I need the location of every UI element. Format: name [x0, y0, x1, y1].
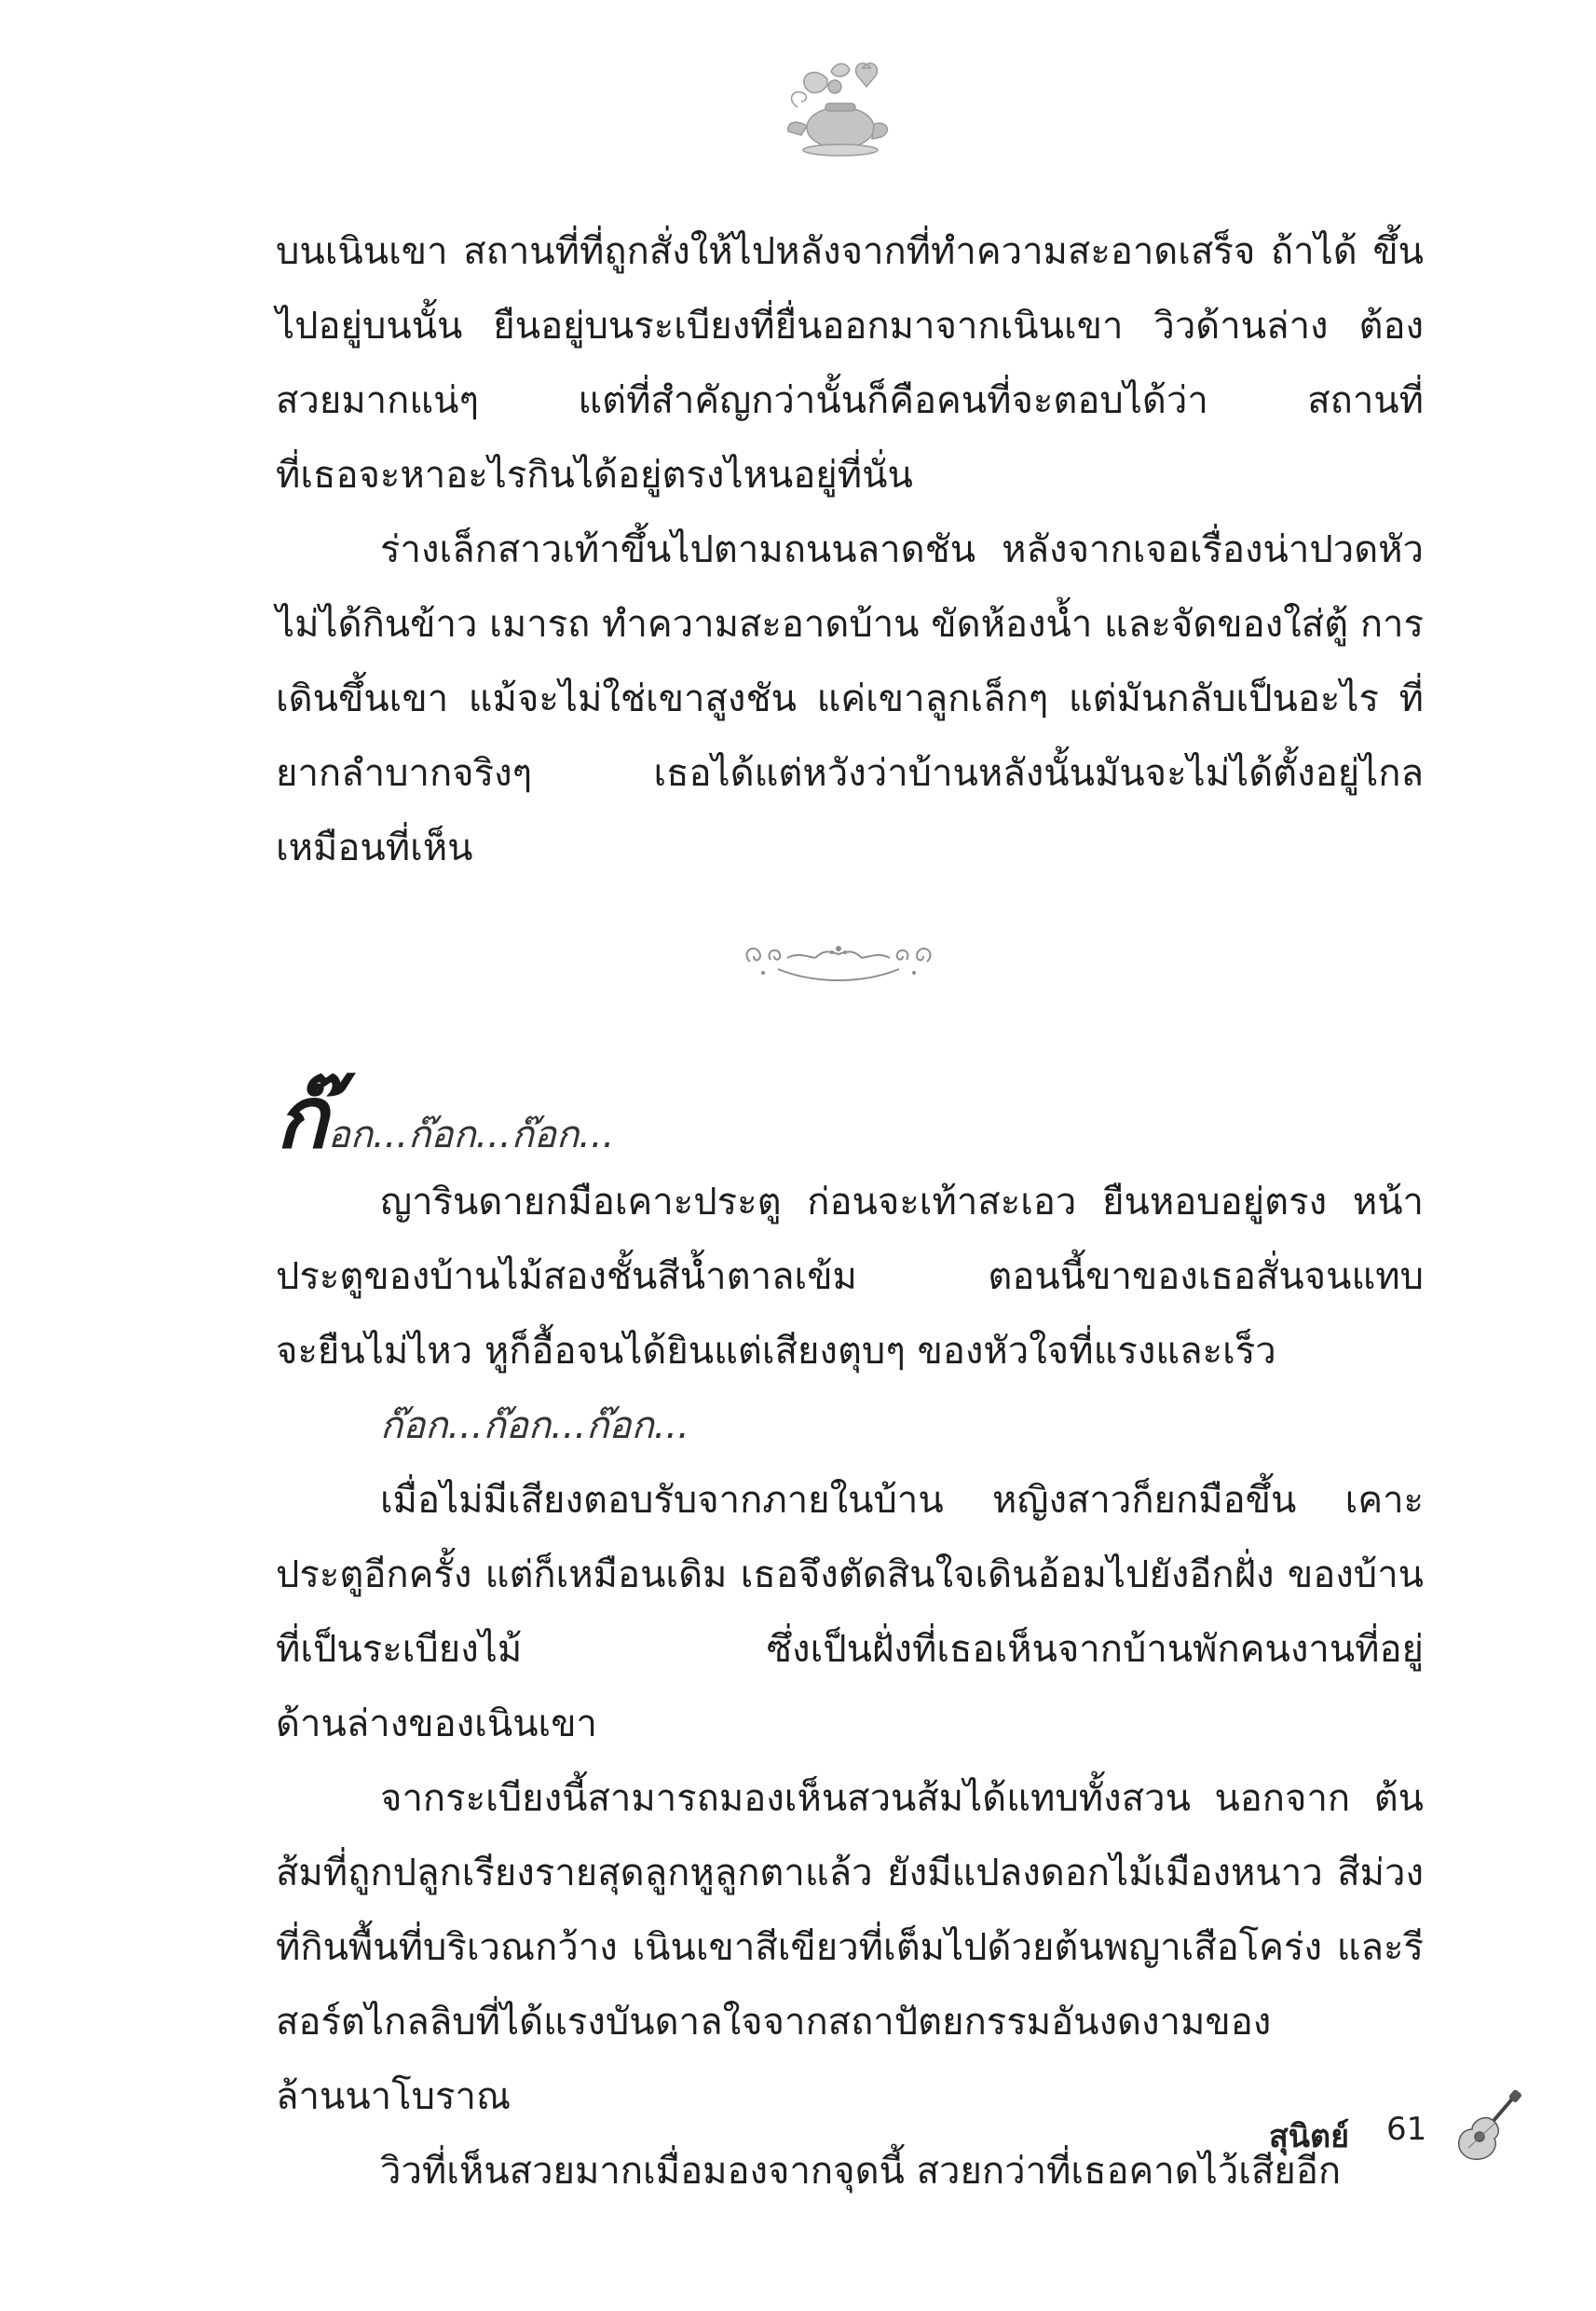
guitar-icon	[1455, 2090, 1522, 2163]
page-footer	[1211, 2101, 1519, 2167]
text-line: ร่างเล็กสาวเท้าขึ้นไปตามถนนลาดชัน หลังจากเจอเรื่องน่าปวดหัว	[380, 528, 1424, 571]
text-line: ที่เธอจะหาอะไรกินได้อยู่ตรงไหนอยู่ที่นั่น	[276, 454, 913, 497]
paragraph	[276, 1761, 1424, 2059]
teapot-cupid-emblem-icon	[770, 51, 909, 163]
text-line: เมื่อไม่มีเสียงตอบรับจากภายในบ้าน หญิงสาวก็ยกมือขึ้น	[380, 1479, 1297, 1522]
text-line: ญารินดายกมือเคาะประตู ก่อนจะเท้าสะเอว ยืนหอบอยู่ตรง	[380, 1181, 1328, 1224]
paragraph	[276, 1165, 1424, 1314]
text-line: ด้านล่างของเนินเขา	[276, 1702, 598, 1745]
paragraph-last-line	[276, 811, 1424, 885]
text-line: จากระเบียงนี้สามารถมองเห็นสวนส้มได้แทบทั้งสวน นอกจาก	[380, 1777, 1351, 1820]
text-line: วิวที่เห็นสวยมากเมื่อมองจากจุดนี้ สวยกว่าที่เธอคาดไว้เสียอีก	[380, 2150, 1342, 2193]
paragraph-last-line	[276, 1687, 1424, 1761]
paragraph-last-line	[276, 1314, 1424, 1388]
text-line: ขึ้นไปอยู่บนนั้น ยืนอยู่บนระเบียงที่ยื่นออกมาจากเนินเขา วิวด้านล่าง	[276, 230, 1424, 348]
text-line: การเดินขึ้นเขา แม้จะไม่ใช่เขาสูงชัน แค่เขาลูกเล็กๆ แต่มันกลับเป็นอะไร	[276, 603, 1424, 720]
paragraph-last-line	[276, 438, 1424, 513]
text-line: ต้นส้มที่ถูกปลูกเรียงรายสุดลูกหูลูกตาแล้ว ยังมีแปลงดอกไม้เมืองหนาว	[276, 1777, 1425, 1894]
text-block-bottom	[276, 1068, 1427, 2208]
text-block-top	[276, 214, 1424, 885]
text-line: และรีสอร์ตไกลลิบที่ได้แรงบันดาลใจจากสถาปัตยกรรมอันงดงามของ	[276, 1926, 1424, 2044]
text-line: สีม่วงที่กินพื้นที่บริเวณกว้าง เนินเขาสีเขียวที่เต็มไปด้วยต้นพญาเสือโคร่ง	[276, 1852, 1424, 1969]
dropcap-letter: ก๊	[276, 1068, 328, 1168]
footer-author: สุนิตย์	[1269, 2118, 1349, 2155]
text-line: เหมือนที่เห็น	[276, 827, 473, 869]
text-line: ของบ้านที่เป็นระเบียงไม้ ซึ่งเป็นฝั่งที่เธอเห็นจากบ้านพักคนงานที่อยู่	[276, 1553, 1424, 1671]
dropcap-rest: อก...ก๊อก...ก๊อก...	[327, 1114, 615, 1156]
text-line: บนเนินเขา สถานที่ที่ถูกสั่งให้ไปหลังจากที่ทำความสะอาดเสร็จ ถ้าได้	[276, 230, 1357, 273]
knock-sound-line: ก๊อก...ก๊อก...ก๊อก...	[380, 1404, 689, 1447]
paragraph	[276, 1463, 1424, 1687]
dropcap-line	[276, 1068, 1424, 1168]
paragraph	[276, 214, 1424, 438]
page-number: 61	[1386, 2111, 1427, 2148]
text-line: หน้าประตูของบ้านไม้สองชั้นสีน้ำตาลเข้ม ตอนนี้ขาของเธอสั่นจนแทบ	[276, 1181, 1425, 1298]
paragraph	[276, 513, 1424, 811]
text-line: ที่ยากลำบากจริงๆ เธอได้แต่หวังว่าบ้านหลังนั้นมันจะไม่ได้ตั้งอยู่ไกล	[276, 677, 1425, 795]
text-line: ล้านนาโบราณ	[276, 2075, 512, 2118]
text-line: จะยืนไม่ไหว หูก็อื้อจนได้ยินแต่เสียงตุบๆ ของหัวใจที่แรงและเร็ว	[276, 1330, 1276, 1373]
text-line: ต้องสวยมากแน่ๆ แต่ที่สำคัญกว่านั้นก็คือคนที่จะตอบได้ว่า สถานที่	[276, 305, 1425, 422]
scroll-divider-ornament-icon	[722, 932, 955, 988]
text-line: ไม่ได้กินข้าว เมารถ ทำความสะอาดบ้าน ขัดห้องน้ำ และจัดของใส่ตู้	[276, 603, 1349, 646]
text-line: เคาะประตูอีกครั้ง แต่ก็เหมือนเดิม เธอจึงตัดสินใจเดินอ้อมไปยังอีกฝั่ง	[276, 1479, 1425, 1596]
